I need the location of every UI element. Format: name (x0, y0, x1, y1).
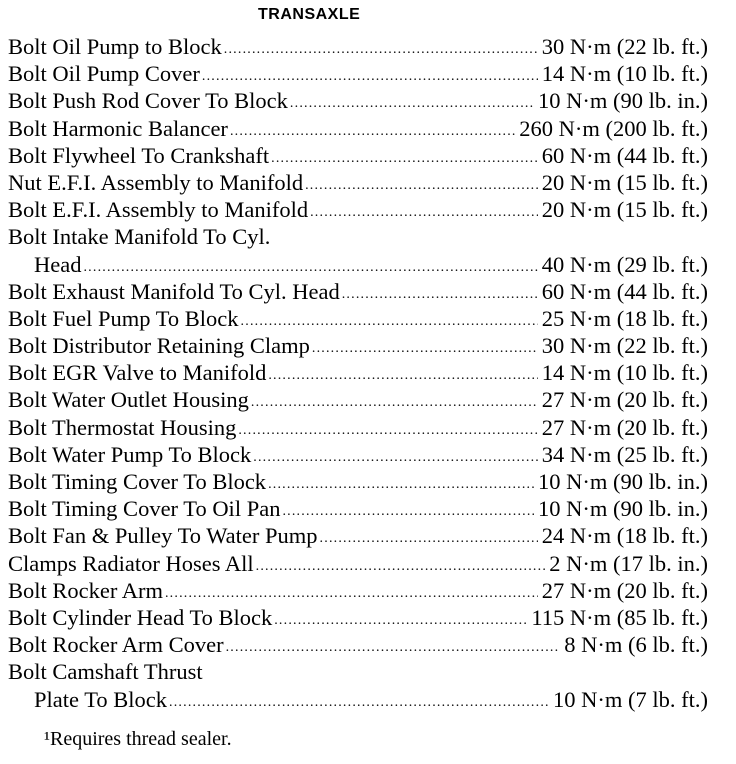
spec-label: Bolt Push Rod Cover To Block (8, 88, 288, 114)
dot-leader (274, 607, 527, 634)
spec-row (8, 686, 708, 713)
dot-leader (268, 362, 537, 389)
spec-label: Bolt Harmonic Balancer (8, 115, 228, 141)
spec-label: Bolt Exhaust Manifold To Cyl. Head (8, 278, 340, 304)
spec-label: Bolt Distributor Retaining Clamp (8, 333, 310, 359)
spec-row (8, 305, 708, 332)
spec-label: Bolt Water Pump To Block (8, 441, 252, 467)
spec-label: Bolt Cylinder Head To Block (8, 604, 273, 630)
dot-leader (230, 118, 515, 145)
spec-value: 115 N·m (85 lb. ft.) (531, 604, 708, 630)
spec-row (8, 359, 708, 386)
spec-row (8, 332, 708, 359)
dot-leader (268, 471, 534, 498)
dot-leader (169, 689, 549, 716)
spec-label-continued: Head (34, 251, 82, 277)
spec-value: 60 N·m (44 lb. ft.) (541, 142, 708, 168)
spec-label-continued: Plate To Block (34, 686, 168, 712)
spec-row (8, 414, 708, 441)
spec-label: Bolt Thermostat Housing (8, 414, 237, 440)
spec-label: Bolt Intake Manifold To Cyl. (8, 224, 271, 250)
spec-label: Bolt Rocker Arm Cover (8, 632, 224, 658)
spec-value: 25 N·m (18 lb. ft.) (541, 305, 708, 331)
spec-row (8, 604, 708, 631)
spec-value: 10 N·m (90 lb. in.) (538, 496, 708, 522)
spec-row (8, 386, 708, 413)
spec-label: Bolt Timing Cover To Block (8, 469, 267, 494)
spec-row (8, 577, 708, 604)
dot-leader (290, 90, 534, 117)
dot-leader (226, 634, 561, 661)
spec-value: 8 N·m (6 lb. ft.) (564, 632, 708, 658)
dot-leader (310, 199, 538, 226)
spec-label: Bolt Rocker Arm (8, 577, 163, 603)
spec-value: 20 N·m (15 lb. ft.) (541, 197, 708, 223)
spec-value: 24 N·m (18 lb. ft.) (541, 523, 708, 549)
dot-leader (238, 417, 537, 444)
spec-row (8, 115, 708, 142)
spec-value: 27 N·m (20 lb. ft.) (541, 577, 708, 603)
spec-label: Clamps Radiator Hoses All (8, 550, 254, 576)
spec-row (8, 60, 708, 87)
section-heading: TRANSAXLE (258, 6, 361, 23)
spec-value: 20 N·m (15 lb. ft.) (541, 169, 708, 195)
dot-leader (312, 335, 538, 362)
spec-label: Bolt E.F.I. Assembly to Manifold (8, 197, 309, 223)
spec-label: Nut E.F.I. Assembly to Manifold (8, 169, 304, 195)
dot-leader (165, 580, 538, 607)
spec-value: 30 N·m (22 lb. ft.) (541, 333, 708, 359)
spec-value: 14 N·m (10 lb. ft.) (541, 360, 708, 386)
spec-label: Bolt Fuel Pump To Block (8, 305, 239, 331)
dot-leader (305, 172, 538, 199)
spec-label: Bolt Water Outlet Housing (8, 387, 249, 413)
spec-value: 60 N·m (44 lb. ft.) (541, 278, 708, 304)
dot-leader (271, 145, 538, 172)
spec-label: Bolt Fan & Pulley To Water Pump (8, 523, 318, 549)
spec-row (8, 441, 708, 468)
spec-row (8, 468, 708, 495)
spec-value: 27 N·m (20 lb. ft.) (541, 414, 708, 440)
spec-value: 14 N·m (10 lb. ft.) (541, 61, 708, 87)
spec-row (8, 33, 708, 60)
torque-spec-table (8, 33, 708, 713)
dot-leader (241, 308, 538, 335)
spec-label: Bolt Camshaft Thrust (8, 659, 203, 685)
spec-label: Bolt Oil Pump to Block (8, 34, 222, 59)
spec-label: Bolt Flywheel To Crankshaft (8, 142, 270, 168)
spec-row (8, 278, 708, 305)
spec-row (8, 196, 708, 223)
footnote: ¹Requires thread sealer. (44, 728, 232, 750)
dot-leader (282, 498, 534, 525)
spec-value: 34 N·m (25 lb. ft.) (541, 441, 708, 467)
dot-leader (83, 254, 537, 281)
spec-row-label-line (8, 223, 708, 250)
dot-leader (342, 281, 538, 308)
spec-value: 27 N·m (20 lb. ft.) (541, 387, 708, 413)
spec-row (8, 522, 708, 549)
spec-value: 10 N·m (90 lb. in.) (538, 88, 708, 114)
spec-label: Bolt Timing Cover To Oil Pan (8, 496, 281, 522)
spec-value: 260 N·m (200 lb. ft.) (519, 115, 708, 141)
dot-leader (202, 63, 538, 90)
dot-leader (256, 553, 546, 580)
spec-label: Bolt EGR Valve to Manifold (8, 360, 267, 386)
spec-row (8, 142, 708, 169)
dot-leader (224, 36, 538, 63)
spec-label: Bolt Oil Pump Cover (8, 61, 200, 87)
spec-row (8, 550, 708, 577)
spec-row (8, 169, 708, 196)
spec-value: 10 N·m (90 lb. in.) (538, 469, 708, 494)
dot-leader (251, 389, 538, 416)
spec-row (8, 495, 708, 522)
spec-value: 30 N·m (22 lb. ft.) (541, 34, 708, 59)
spec-value: 2 N·m (17 lb. in.) (549, 550, 708, 576)
spec-value: 10 N·m (7 lb. ft.) (553, 686, 708, 712)
spec-value: 40 N·m (29 lb. ft.) (541, 251, 708, 277)
dot-leader (253, 444, 537, 471)
dot-leader (320, 525, 538, 552)
spec-row (8, 87, 708, 114)
spec-row (8, 251, 708, 278)
spec-row (8, 631, 708, 658)
spec-row-label-line (8, 658, 708, 685)
